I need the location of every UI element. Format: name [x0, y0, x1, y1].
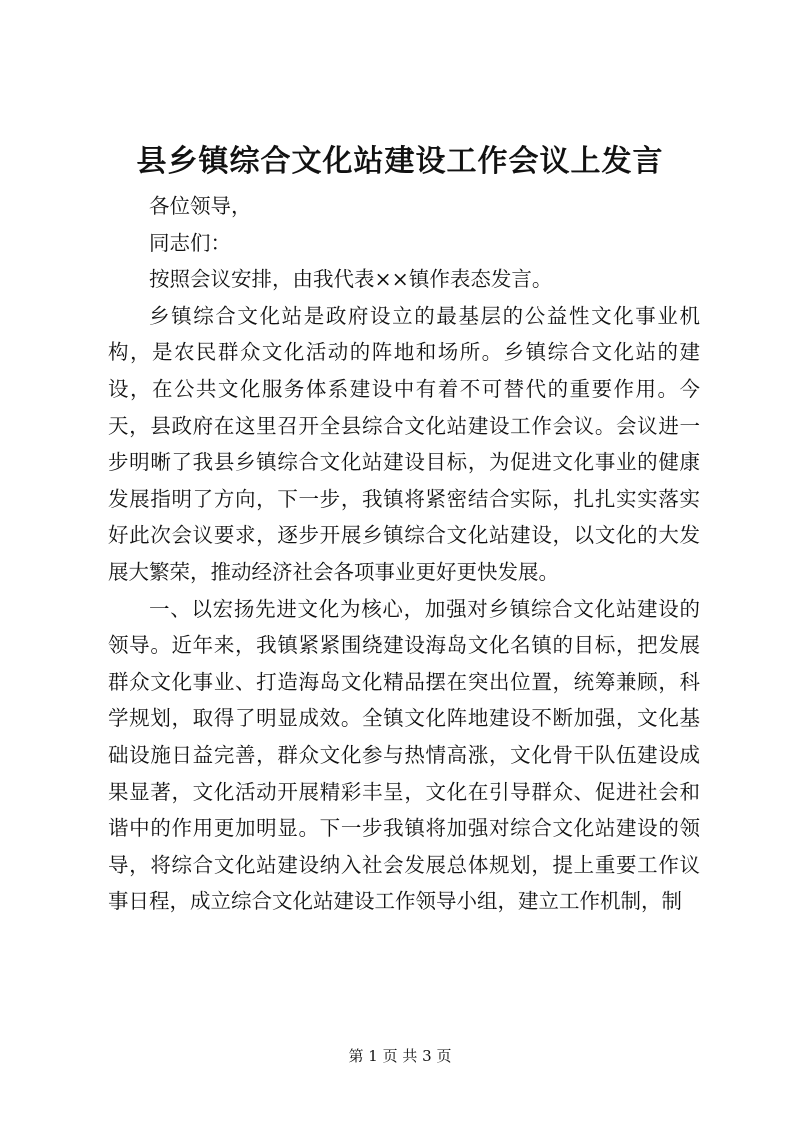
- document-body: [108, 188, 700, 920]
- salutation-comrades: 同志们：: [149, 230, 231, 255]
- salutation-leaders: 各位领导，: [149, 194, 252, 218]
- document-title: 县乡镇综合文化站建设工作会议上发言: [136, 144, 664, 179]
- page-number: 第 1 页 共 3 页: [348, 1047, 452, 1065]
- opening-paragraph: 按照会议安排，由我代表××镇作表态发言。: [149, 267, 553, 292]
- body-paragraph: 乡镇综合文化站是政府设立的最基层的公益性文化事业机构，是农民群众文化活动的阵地和场所。乡镇综合文化站的建设，在公共文化服务体系建设中有着不可替代的重要作用。今天，县政府在这里召开全县综合文化站建设工作会议。会议进一步明晰了我县乡镇综合文化站建设目标，为促进文化事业的健康发展指明了方向，下一步，我镇将紧密结合实际，扎扎实实落实好此次会议要求，逐步开展乡镇综合文化站建设，以文化的大发展大繁荣，推动经济社会各项事业更好更快发展。: [108, 303, 700, 584]
- body-paragraph: 一、以宏扬先进文化为核心，加强对乡镇综合文化站建设的领导。近年来，我镇紧紧围绕建设海岛文化名镇的目标，把发展群众文化事业、打造海岛文化精品摆在突出位置，统筹兼顾，科学规划，取得了明显成效。全镇文化阵地建设不断加强，文化基础设施日益完善，群众文化参与热情高涨，文化骨干队伍建设成果显著，文化活动开展精彩丰呈，文化在引导群众、促进社会和谐中的作用更加明显。下一步我镇将加强对综合文化站建设的领导，将综合文化站建设纳入社会发展总体规划，提上重要工作议事日程，成立综合文化站建设工作领导小组，建立工作机制，制: [108, 596, 700, 914]
